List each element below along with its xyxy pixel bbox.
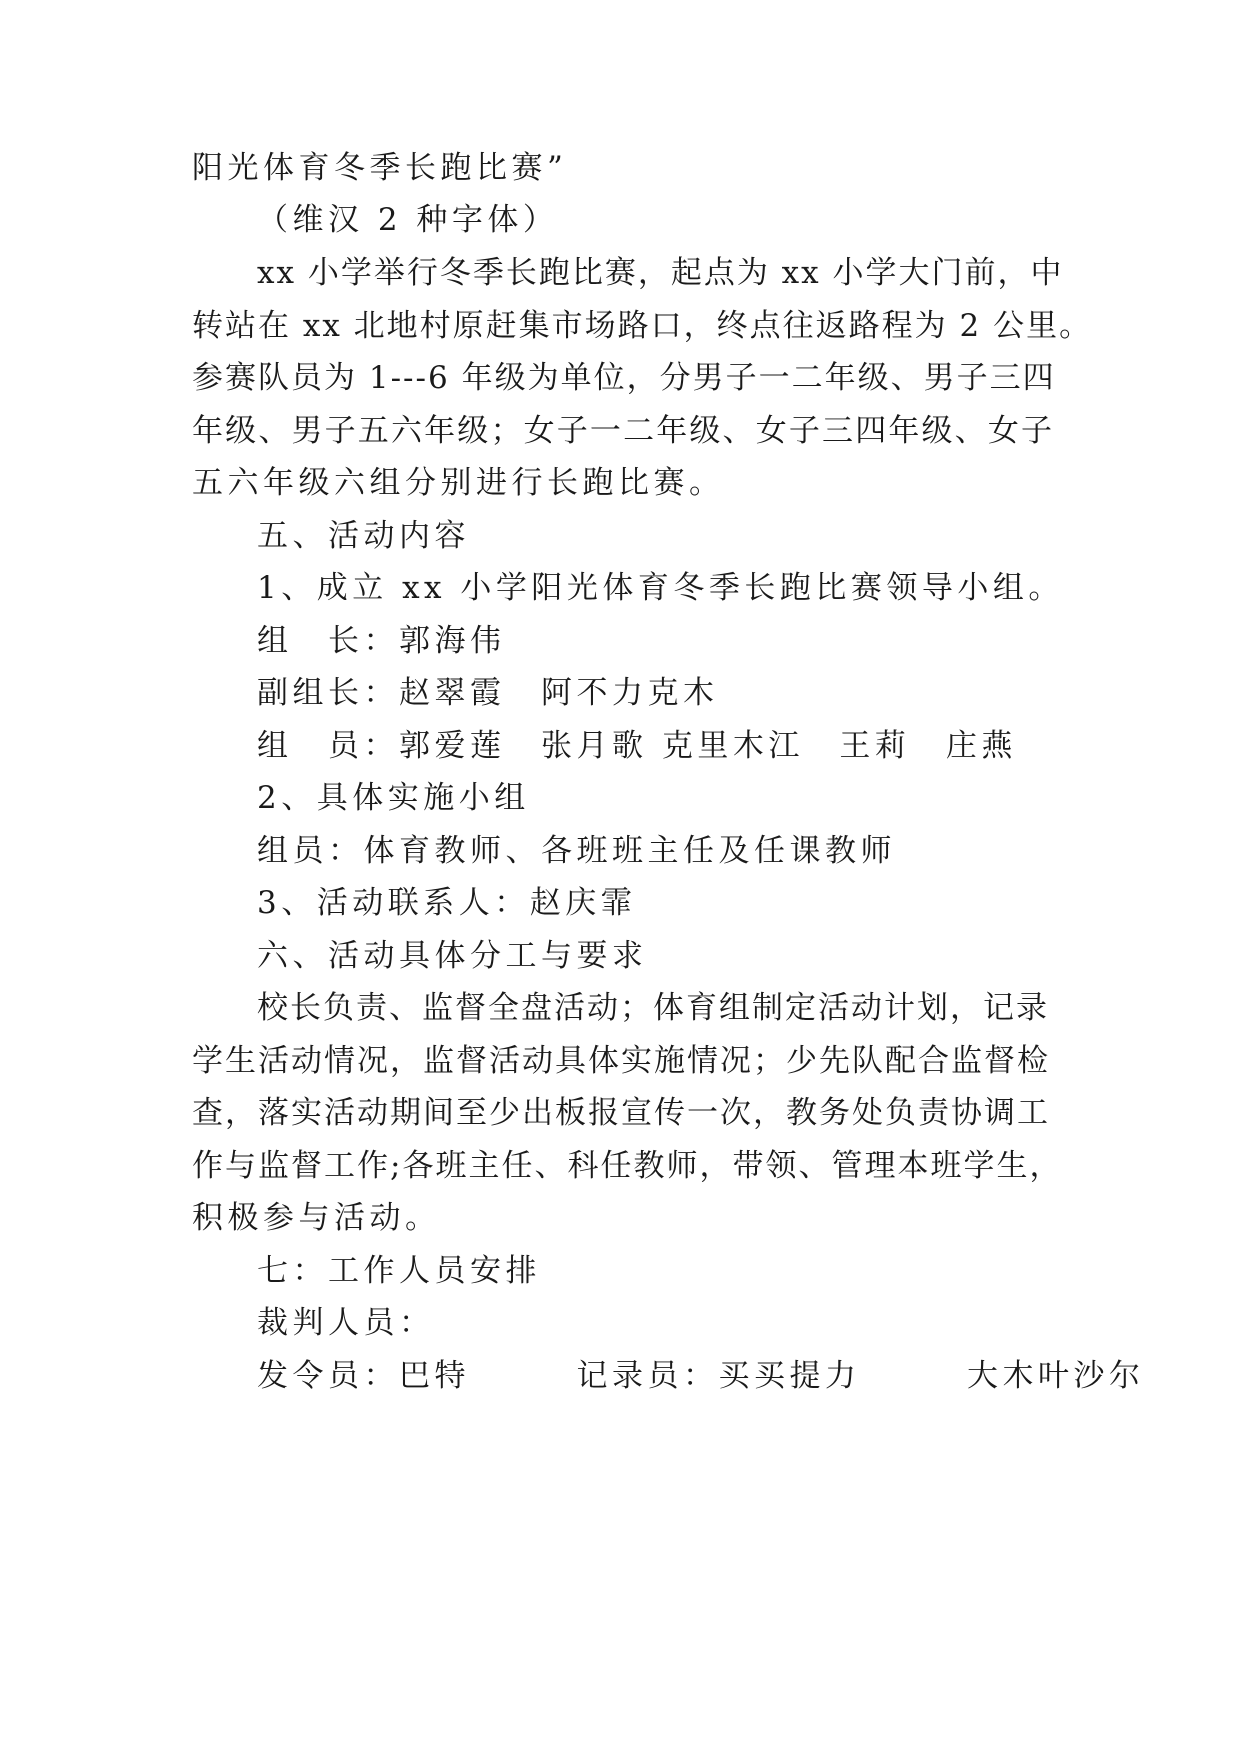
item-1: 1、成立 xx 小学阳光体育冬季长跑比赛领导小组。 [257,570,1064,606]
section-heading-6: 六、活动具体分工与要求 [257,938,648,974]
implementation-members: 组员：体育教师、各班班主任及任课教师 [257,833,896,869]
item-3: 3、活动联系人：赵庆霏 [257,885,637,921]
duty-line-4: 作与监督工作;各班主任、科任教师，带领、管理本班学生， [192,1148,1063,1184]
duty-line-5: 积极参与活动。 [192,1200,441,1236]
referee-assignments: 发令员：巴特 记录员：买买提力 大木叶沙尔 [257,1358,1145,1394]
deputy-group-leader: 副组长：赵翠霞 阿不力克木 [257,675,719,711]
duty-line-1: 校长负责、监督全盘活动；体育组制定活动计划，记录 [257,990,1049,1026]
group-members: 组 员：郭爱莲 张月歌 克里木江 王莉 庄燕 [257,728,1017,764]
paragraph-line-2: 转站在 xx 北地村原赶集市场路口，终点往返路程为 2 公里。 [192,308,1093,344]
referee-heading: 裁判人员： [257,1305,435,1341]
item-2: 2、具体实施小组 [257,780,530,816]
section-heading-7: 七：工作人员安排 [257,1253,541,1289]
duty-line-3: 查，落实活动期间至少出板报宣传一次，教务处负责协调工 [192,1095,1050,1131]
section-heading-5: 五、活动内容 [257,518,470,554]
paragraph-line-4: 年级、男子五六年级；女子一二年级、女子三四年级、女子 [192,413,1054,449]
paragraph-line-5: 五六年级六组分别进行长跑比赛。 [192,465,725,501]
paragraph-line-1: xx 小学举行冬季长跑比赛，起点为 xx 小学大门前，中 [257,255,1064,291]
paragraph-line-3: 参赛队员为 1---6 年级为单位，分男子一二年级、男子三四 [192,360,1056,396]
text-line-2: （维汉 2 种字体） [257,202,559,238]
duty-line-2: 学生活动情况，监督活动具体实施情况；少先队配合监督检 [192,1043,1050,1079]
text-line-1: 阳光体育冬季长跑比赛” [192,150,568,186]
group-leader: 组 长：郭海伟 [257,623,506,659]
